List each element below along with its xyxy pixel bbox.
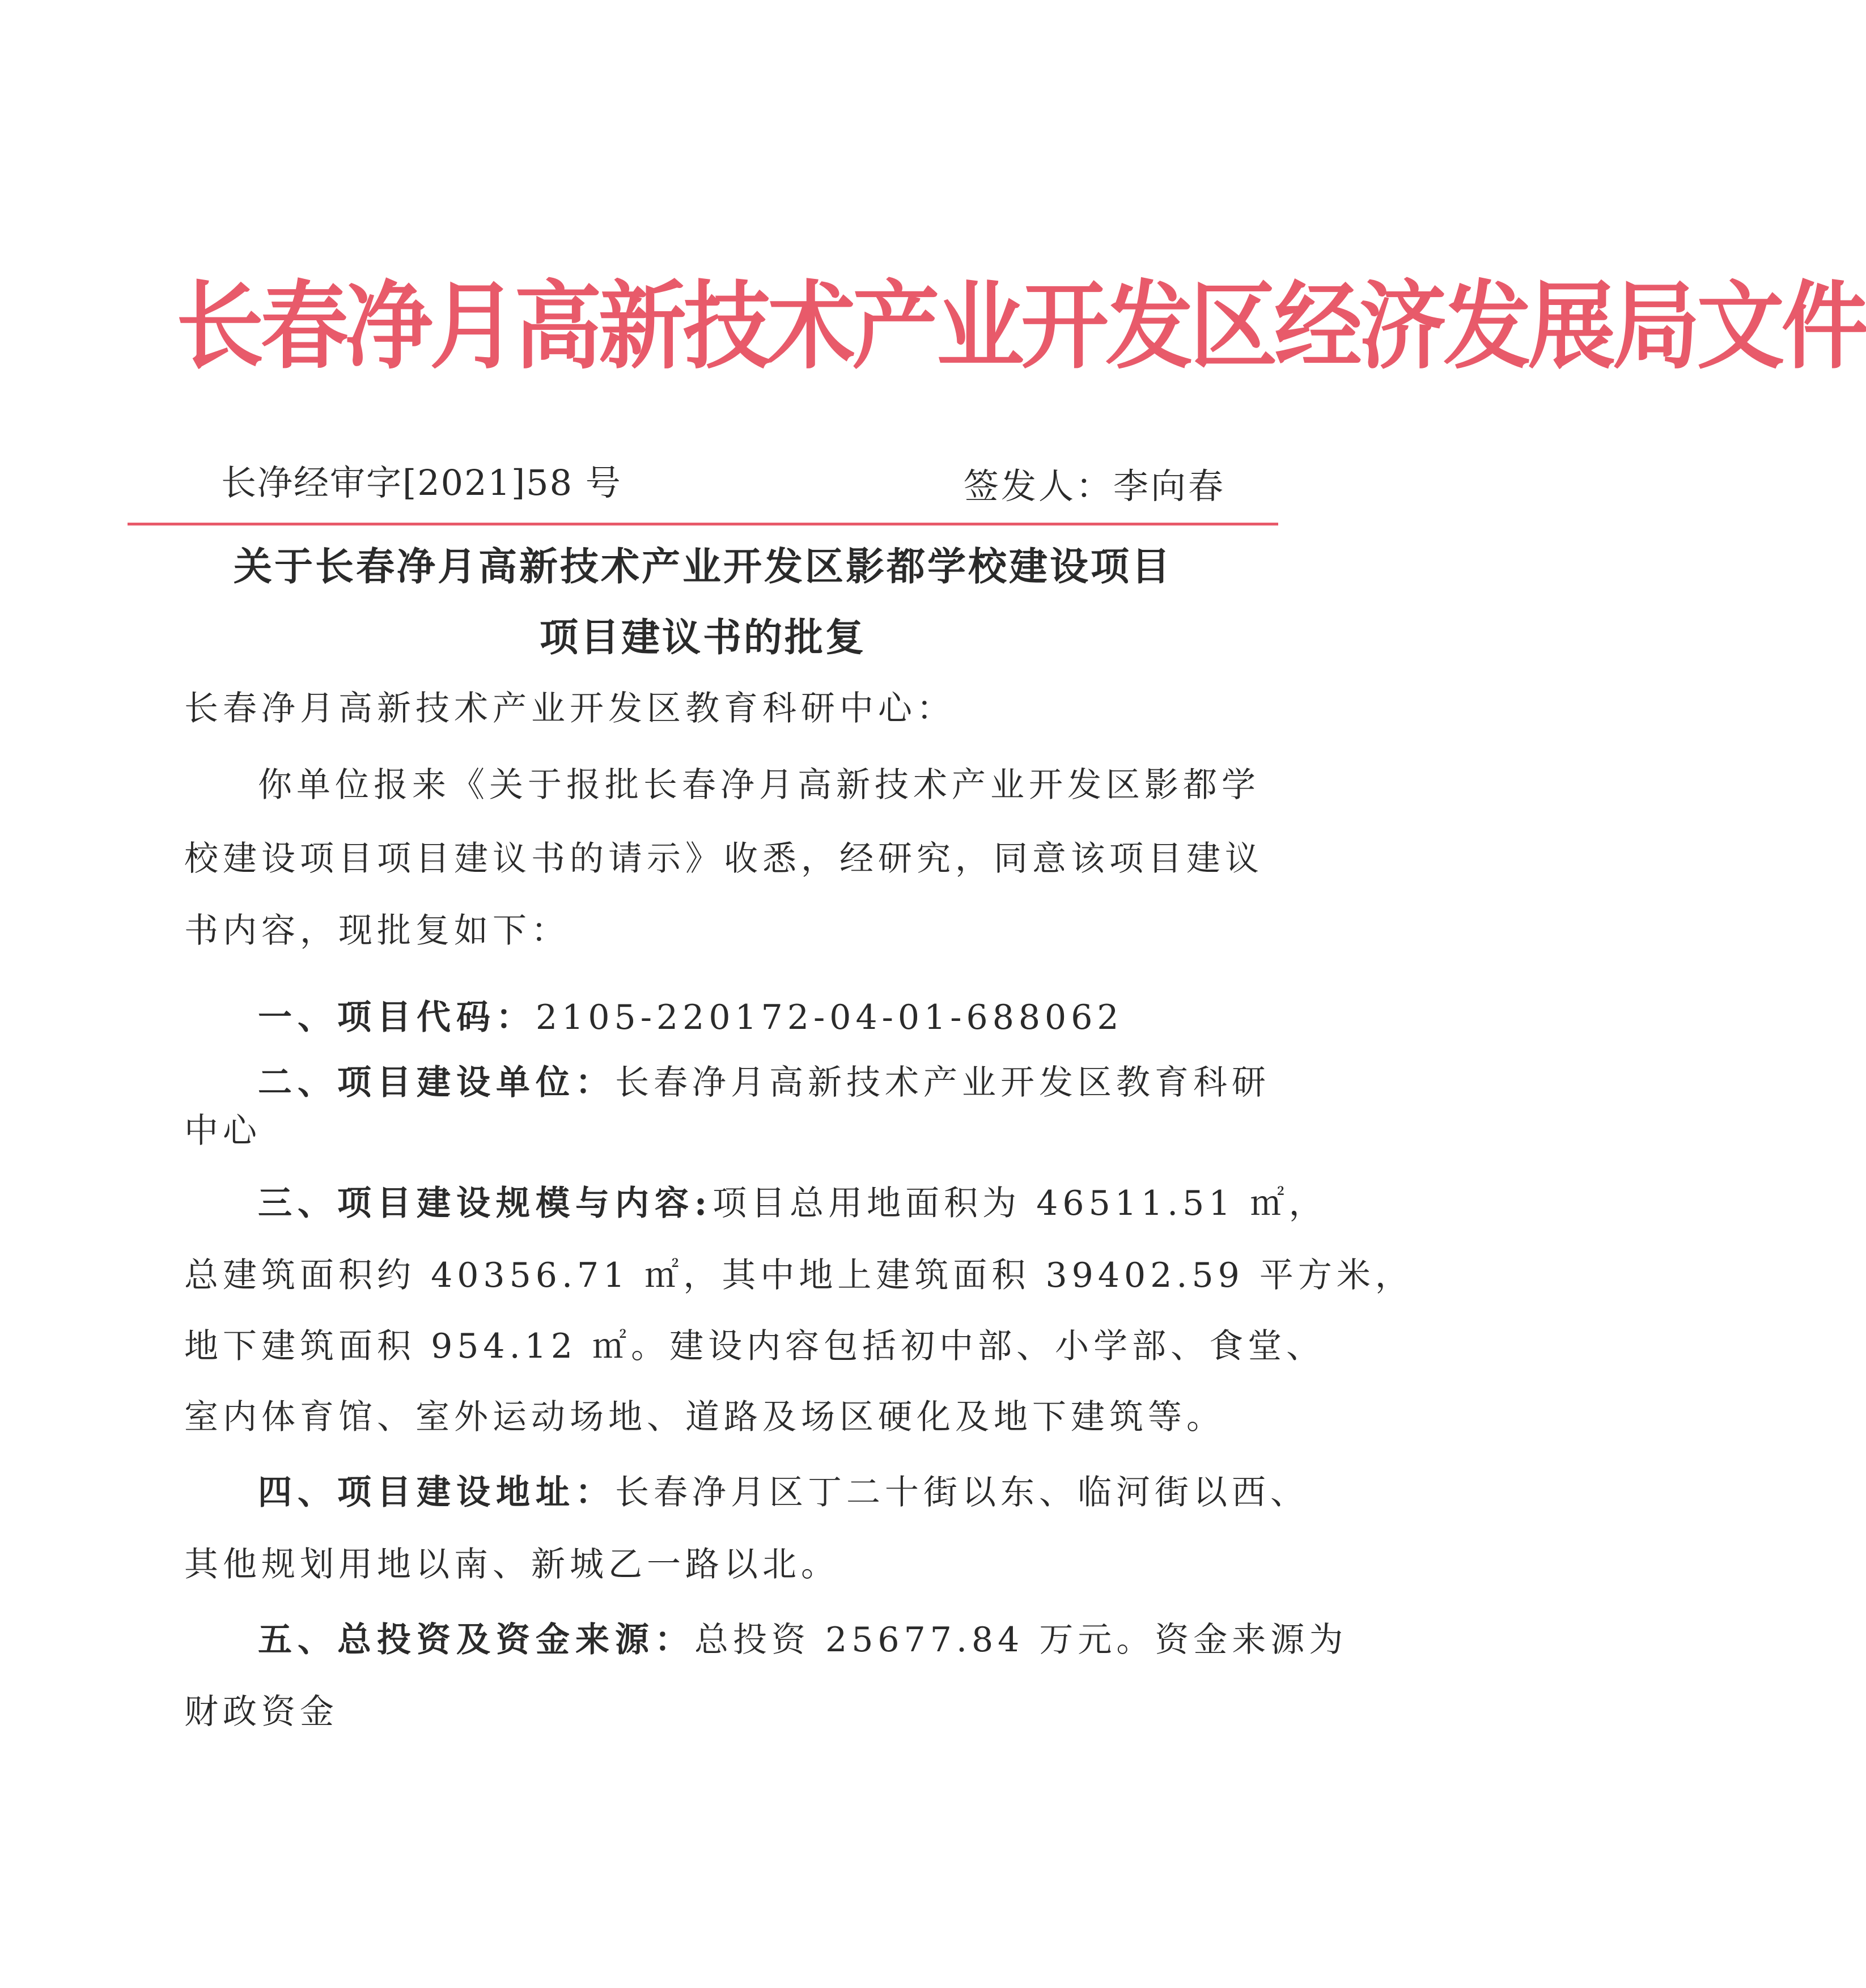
item-scale-content-line-3: 地下建筑面积 954.12 ㎡。建设内容包括初中部、小学部、食堂、 xyxy=(184,1326,1325,1366)
item-label: 二、项目建设单位： xyxy=(258,1063,615,1103)
item-text: 总投资 25677.84 万元。资金来源为 xyxy=(694,1620,1348,1660)
item-text: 长春净月区丁二十街以东、临河街以西、 xyxy=(615,1473,1309,1512)
item-label: 三、项目建设规模与内容: xyxy=(258,1184,713,1223)
intro-line-3: 书内容，现批复如下： xyxy=(184,911,570,951)
item-label: 五、总投资及资金来源： xyxy=(258,1620,694,1660)
item-scale-content xyxy=(258,1181,1328,1226)
intro-line-1: 你单位报来《关于报批长春净月高新技术产业开发区影都学 xyxy=(258,765,1260,805)
document-title-line-1: 关于长春净月高新技术产业开发区影都学校建设项目 xyxy=(233,544,1172,590)
item-project-code xyxy=(258,995,1123,1040)
item-text: 项目总用地面积为 46511.51 ㎡， xyxy=(713,1184,1328,1223)
item-construction-unit xyxy=(258,1060,1270,1105)
item-investment xyxy=(258,1617,1347,1663)
document-title-line-2: 项目建议书的批复 xyxy=(539,615,866,660)
item-scale-content-line-4: 室内体育馆、室外运动场地、道路及场区硬化及地下建筑等。 xyxy=(184,1397,1225,1437)
item-label: 四、项目建设地址： xyxy=(258,1473,615,1512)
intro-line-2: 校建设项目项目建议书的请示》收悉，经研究，同意该项目建议 xyxy=(184,839,1263,879)
item-text: 2105-220172-04-01-688062 xyxy=(536,998,1123,1037)
item-label: 一、项目代码： xyxy=(258,998,536,1037)
item-construction-unit-cont: 中心 xyxy=(184,1111,261,1151)
header-divider xyxy=(128,523,1278,525)
signer: 签发人：李向春 xyxy=(964,465,1226,507)
item-address xyxy=(258,1470,1309,1515)
item-investment-cont: 财政资金 xyxy=(184,1692,338,1732)
item-text: 长春净月高新技术产业开发区教育科研 xyxy=(615,1063,1270,1103)
item-address-cont: 其他规划用地以南、新城乙一路以北。 xyxy=(184,1545,839,1584)
recipient: 长春净月高新技术产业开发区教育科研中心： xyxy=(184,689,955,728)
document-number: 长净经审字[2021]58 号 xyxy=(221,462,622,503)
document-header: 长春净月高新技术产业开发区经济发展局文件 xyxy=(176,270,1866,382)
item-scale-content-line-2: 总建筑面积约 40356.71 ㎡，其中地上建筑面积 39402.59 平方米， xyxy=(184,1256,1414,1295)
